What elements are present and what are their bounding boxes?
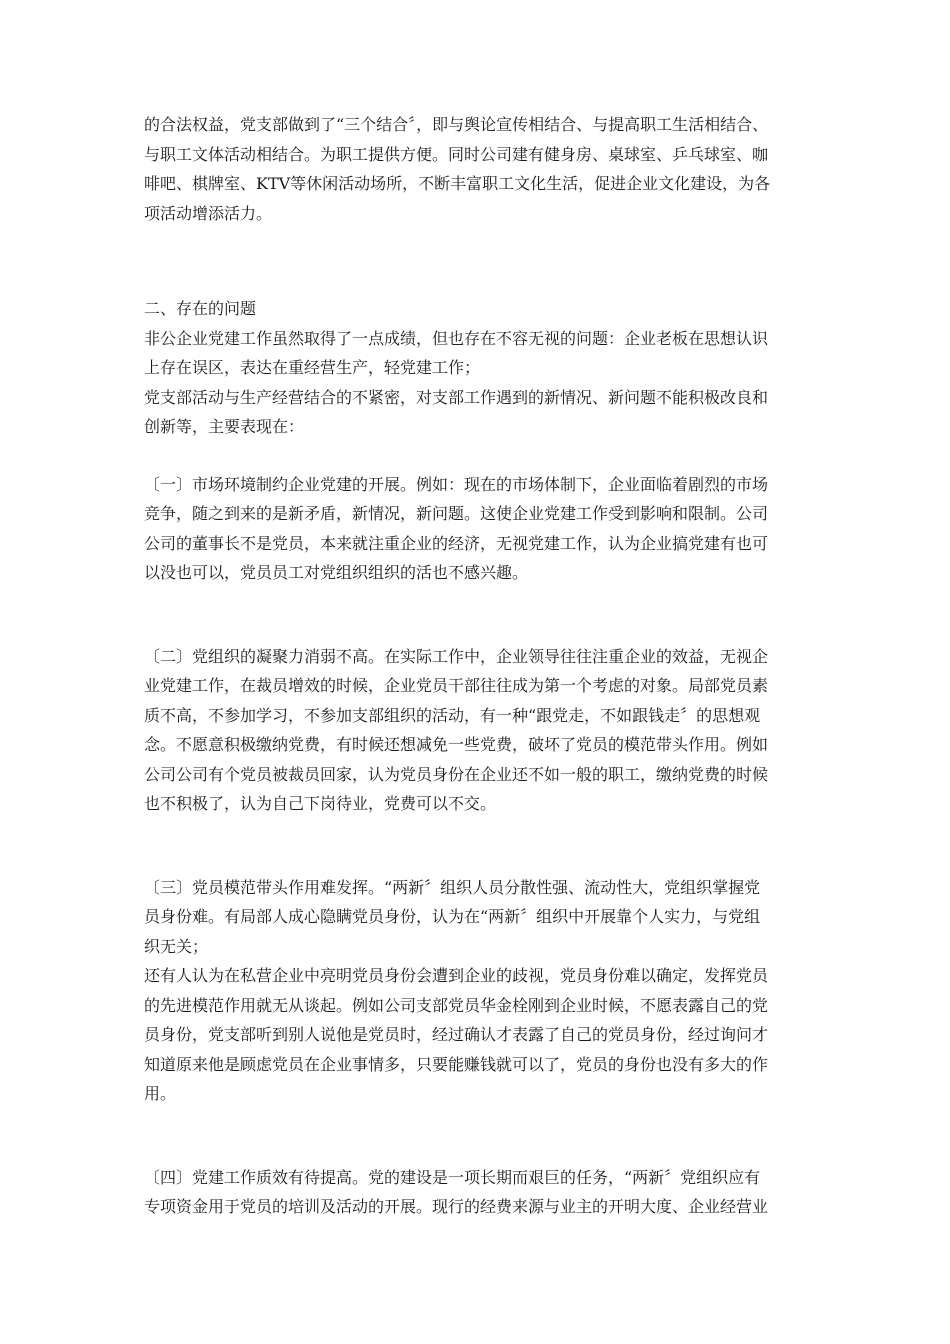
- text-line: 念。不愿意积极缴纳党费，有时候还想减免一些党费，破坏了党员的模范带头作用。例如: [144, 735, 769, 754]
- text-line: 的合法权益，党支部做到了“三个结合〞，即与舆论宣传相结合、与提高职工生活相结合、: [144, 115, 769, 134]
- paragraph-4: [144, 642, 816, 819]
- paragraph-spacer: [144, 442, 816, 470]
- section-heading: 二、存在的问题: [144, 299, 257, 318]
- text-line: 业党建工作，在裁员增效的时候，企业党员干部往往成为第一个考虑的对象。局部党员素: [144, 676, 769, 695]
- text-line: 员身份难。有局部人成心隐瞒党员身份，认为在“两新〞组织中开展靠个人实力，与党组: [144, 907, 761, 926]
- paragraph-3: [144, 470, 816, 588]
- text-line: 还有人认为在私营企业中亮明党员身份会遭到企业的歧视，党员身份难以确定，发挥党员: [144, 966, 769, 985]
- paragraph-spacer: [144, 588, 816, 642]
- text-line: 〔四〕党建工作质效有待提高。党的建设是一项长期而艰巨的任务，“两新〞党组织应有: [144, 1167, 761, 1187]
- text-line: 〔一〕市场环境制约企业党建的开展。例如：现在的市场体制下，企业面临着剧烈的市场: [144, 474, 769, 494]
- paragraph-6: [144, 1163, 816, 1222]
- text-line: 党支部活动与生产经营结合的不紧密，对支部工作遇到的新情况、新问题不能积极改良和: [144, 387, 769, 407]
- text-line: 知道原来他是顾虑党员在企业事情多，只要能赚钱就可以了，党员的身份也没有多大的作: [144, 1054, 769, 1074]
- text-line: 〔二〕党组织的凝聚力消弱不高。在实际工作中，企业领导往往注重企业的效益，无视企: [144, 646, 769, 666]
- paragraph-5: [144, 873, 816, 1109]
- paragraph-spacer: [144, 1109, 816, 1163]
- text-line: 竞争，随之到来的是新矛盾，新情况，新问题。这使企业党建工作受到影响和限制。公司: [144, 504, 769, 523]
- text-line: 与职工文体活动相结合。为职工提供方便。同时公司建有健身房、桌球室、乒乓球室、咖: [144, 144, 769, 164]
- text-line: 公司公司有个党员被裁员回家，认为党员身份在企业还不如一般的职工，缴纳党费的时候: [144, 764, 769, 784]
- document-page: [144, 110, 816, 1222]
- text-line: 公司的董事长不是党员，本来就注重企业的经济，无视党建工作，认为企业搞党建有也可: [144, 533, 769, 553]
- paragraph-spacer: [144, 228, 816, 294]
- text-line: 的先进模范作用就无从谈起。例如公司支部党员华金栓刚到企业时候，不愿表露自己的党: [144, 995, 769, 1015]
- paragraph-spacer: [144, 819, 816, 873]
- text-line: 质不高，不参加学习，不参加支部组织的活动，有一种“跟党走，不如跟钱走〞的思想观: [144, 705, 761, 725]
- paragraph-1: [144, 110, 816, 228]
- text-line: 非公企业党建工作虽然取得了一点成绩，但也存在不容无视的问题：企业老板在思想认识: [144, 328, 769, 348]
- text-line: 项活动增添活力。: [144, 203, 273, 223]
- text-line: 专项资金用于党员的培训及活动的开展。现行的经费来源与业主的开明大度、企业经营业: [144, 1197, 769, 1216]
- text-line: 〔三〕党员模范带头作用难发挥。“两新〞组织人员分散性强、流动性大，党组织掌握党: [144, 877, 761, 897]
- text-line: 用。: [144, 1084, 177, 1103]
- text-line: 员身份，党支部听到别人说他是党员时，经过确认才表露了自己的党员身份，经过询问才: [144, 1025, 769, 1044]
- text-line: 以没也可以，党员员工对党组织组织的活也不感兴趣。: [144, 563, 529, 582]
- paragraph-2: [144, 294, 816, 442]
- text-line: 上存在误区，表达在重经营生产，轻党建工作；: [144, 358, 481, 377]
- text-line: 也不积极了，认为自己下岗待业，党费可以不交。: [144, 794, 497, 813]
- text-line: 织无关；: [144, 936, 209, 956]
- text-line: 创新等，主要表现在：: [144, 417, 305, 436]
- text-line: 啡吧、棋牌室、KTV等休闲活动场所，不断丰富职工文化生活，促进企业文化建设，为各: [144, 174, 771, 193]
